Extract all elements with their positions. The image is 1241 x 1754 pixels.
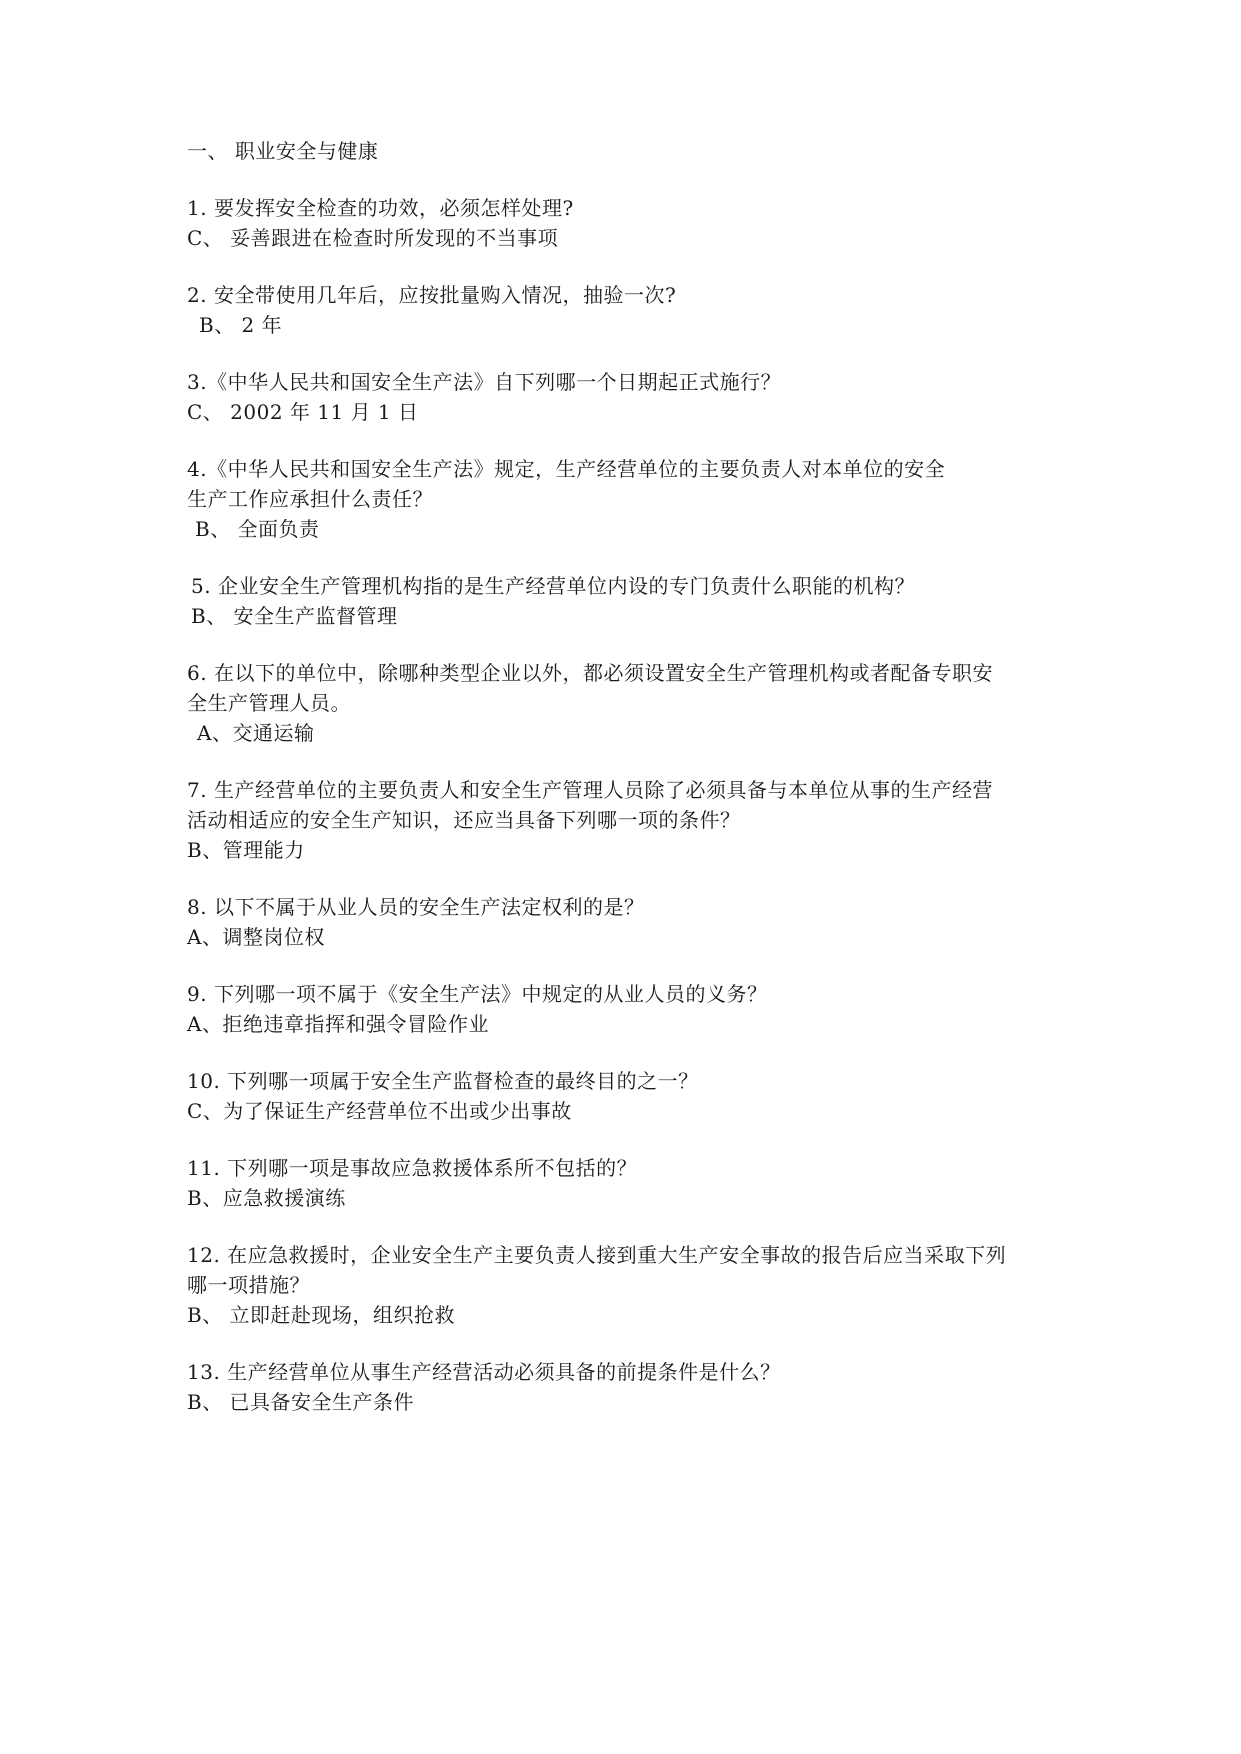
question-3-answer: C、 2002 年 11 月 1 日 (187, 400, 419, 424)
question-8-answer: A、调整岗位权 (187, 925, 325, 949)
question-6-text-line-2: 全生产管理人员。 (187, 691, 351, 715)
question-4-text-line-2: 生产工作应承担什么责任？ (187, 487, 433, 511)
question-11-text: 11. 下列哪一项是事故应急救援体系所不包括的？ (187, 1156, 638, 1180)
section-title: 一、 职业安全与健康 (187, 139, 379, 163)
question-7-text-line-2: 活动相适应的安全生产知识，还应当具备下列哪一项的条件？ (187, 808, 741, 832)
question-8-text: 8. 以下不属于从业人员的安全生产法定权利的是？ (187, 895, 645, 919)
question-1-text: 1. 要发挥安全检查的功效，必须怎样处理? (187, 196, 574, 220)
question-13-text: 13. 生产经营单位从事生产经营活动必须具备的前提条件是什么？ (187, 1360, 781, 1384)
question-5-text: 5. 企业安全生产管理机构指的是生产经营单位内设的专门负责什么职能的机构？ (191, 574, 915, 598)
question-2-text: 2. 安全带使用几年后，应按批量购入情况，抽验一次? (187, 283, 677, 307)
question-7-text-line-1: 7. 生产经营单位的主要负责人和安全生产管理人员除了必须具备与本单位从事的生产经营 (187, 778, 993, 802)
question-10-text: 10. 下列哪一项属于安全生产监督检查的最终目的之一？ (187, 1069, 699, 1093)
question-12-text-line-2: 哪一项措施？ (187, 1273, 310, 1297)
question-6-text-line-1: 6. 在以下的单位中，除哪种类型企业以外，都必须设置安全生产管理机构或者配备专职安 (187, 661, 993, 685)
question-3-text: 3.《中华人民共和国安全生产法》自下列哪一个日期起正式施行？ (187, 370, 782, 394)
question-11-answer: B、应急救援演练 (187, 1186, 346, 1210)
question-6-answer: A、交通运输 (197, 721, 315, 745)
question-9-answer: A、拒绝违章指挥和强令冒险作业 (187, 1012, 489, 1036)
question-9-text: 9. 下列哪一项不属于《安全生产法》中规定的从业人员的义务？ (187, 982, 768, 1006)
question-12-text-line-1: 12. 在应急救援时，企业安全生产主要负责人接到重大生产安全事故的报告后应当采取下列 (187, 1243, 1007, 1267)
question-4-text-line-1: 4.《中华人民共和国安全生产法》规定，生产经营单位的主要负责人对本单位的安全 (187, 457, 946, 481)
question-13-answer: B、 已具备安全生产条件 (187, 1390, 415, 1414)
question-5-answer: B、 安全生产监督管理 (191, 604, 398, 628)
question-12-answer: B、 立即赶赴现场，组织抢救 (187, 1303, 456, 1327)
question-4-answer: B、 全面负责 (195, 517, 320, 541)
question-1-answer: C、 妥善跟进在检查时所发现的不当事项 (187, 226, 559, 250)
question-2-answer: B、 2 年 (199, 313, 283, 337)
question-7-answer: B、管理能力 (187, 838, 305, 862)
question-10-answer: C、为了保证生产经营单位不出或少出事故 (187, 1099, 572, 1123)
